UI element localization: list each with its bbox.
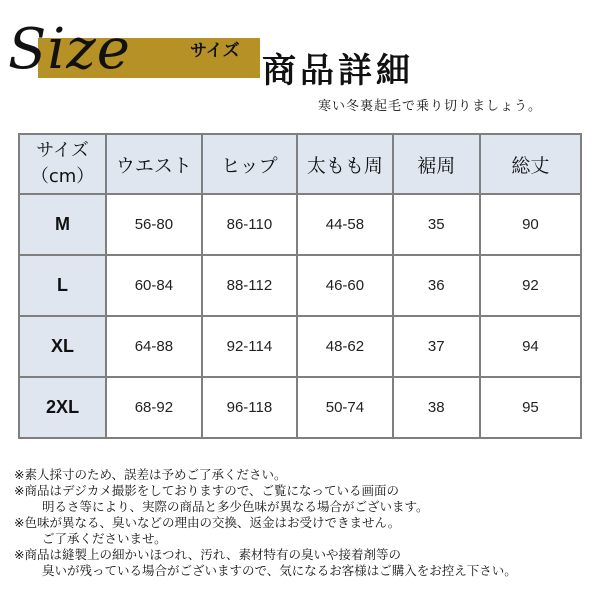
header-cell-thigh: 太もも周 — [297, 134, 393, 194]
note-line: ご了承くださいませ。 — [42, 531, 167, 546]
table-cell: 50-74 — [297, 377, 393, 438]
table-header-row — [19, 134, 581, 194]
header-cell-size — [19, 134, 106, 194]
table-cell: 35 — [393, 194, 480, 255]
note-line: 明るさ等により、実際の商品と多少色味が異なる場合がございます。 — [42, 499, 429, 514]
size-script-title: Size — [8, 17, 131, 82]
note-line: ※商品は縫製上の細かいほつれ、汚れ、素材特有の臭いや接着剤等の — [14, 547, 401, 562]
table-cell: 38 — [393, 377, 480, 438]
table-cell: 44-58 — [297, 194, 393, 255]
table-cell: 95 — [480, 377, 581, 438]
notes — [14, 467, 594, 579]
row-size-label: XL — [19, 316, 106, 377]
table-row — [19, 194, 581, 255]
header-cell-hip: ヒップ — [202, 134, 298, 194]
table-cell: 92 — [480, 255, 581, 316]
table-cell: 68-92 — [106, 377, 202, 438]
note-line: 臭いが残っている場合がございますので、気になるお客様はご購入をお控え下さい。 — [42, 563, 517, 578]
table-cell: 48-62 — [297, 316, 393, 377]
table-cell: 46-60 — [297, 255, 393, 316]
table-cell: 60-84 — [106, 255, 202, 316]
row-size-label: 2XL — [19, 377, 106, 438]
header-cell-length: 総丈 — [480, 134, 581, 194]
table-cell: 64-88 — [106, 316, 202, 377]
header-size-unit: （cm） — [30, 166, 95, 187]
table-cell: 88-112 — [202, 255, 298, 316]
table-cell: 37 — [393, 316, 480, 377]
table-cell: 36 — [393, 255, 480, 316]
table-row — [19, 255, 581, 316]
table-cell: 86-110 — [202, 194, 298, 255]
subtitle: 寒い冬裏起毛で乗り切りましょう。 — [318, 99, 543, 114]
header — [0, 0, 600, 125]
table-cell: 56-80 — [106, 194, 202, 255]
row-size-label: M — [19, 194, 106, 255]
table-cell: 92-114 — [202, 316, 298, 377]
table-cell: 90 — [480, 194, 581, 255]
header-cell-waist: ウエスト — [106, 134, 202, 194]
table-row — [19, 316, 581, 377]
note-line: ※素人採寸のため、誤差は予めご了承ください。 — [14, 467, 287, 482]
note-line: ※色味が異なる、臭いなどの理由の交換、返金はお受けできません。 — [14, 515, 401, 530]
table-cell: 94 — [480, 316, 581, 377]
note-line: ※商品はデジカメ撮影をしておりますので、ご覧になっている画面の — [14, 483, 399, 498]
page-title: 商品詳細 — [262, 51, 414, 91]
row-size-label: L — [19, 255, 106, 316]
table-row — [19, 377, 581, 438]
header-cell-hem: 裾周 — [393, 134, 480, 194]
table-cell: 96-118 — [202, 377, 298, 438]
size-table — [18, 133, 582, 439]
header-size-label: サイズ — [36, 140, 89, 161]
size-kana-label: サイズ — [190, 41, 240, 61]
